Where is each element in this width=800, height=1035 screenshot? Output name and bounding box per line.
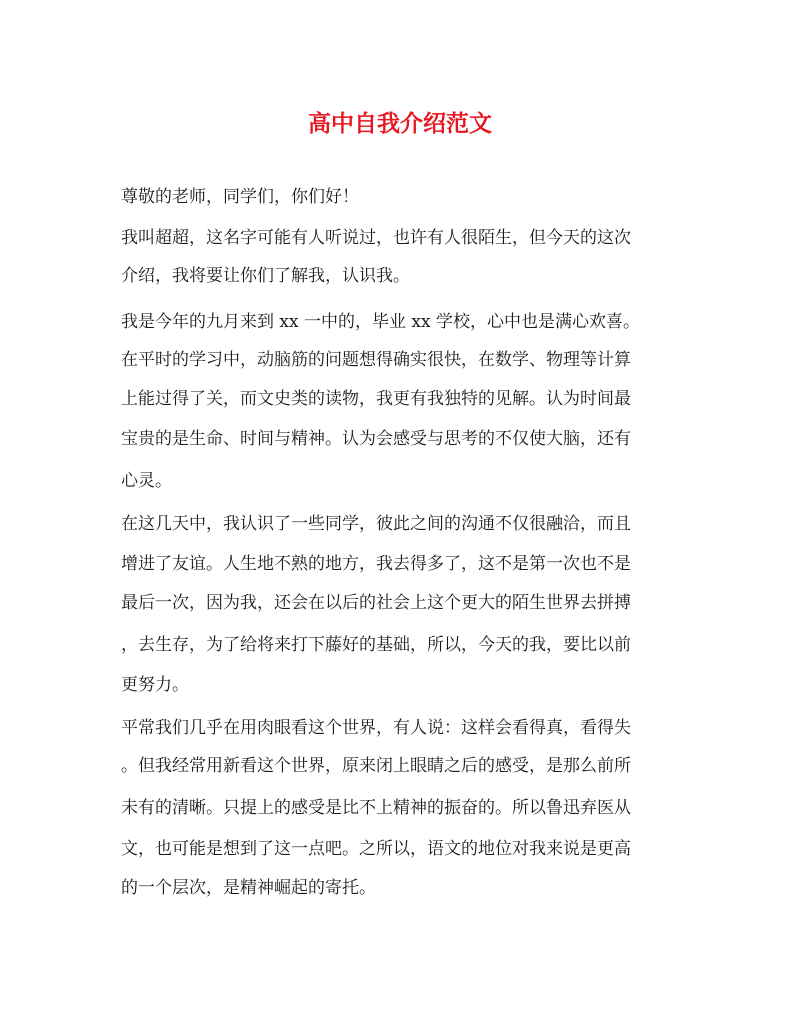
document-title: 高中自我介绍范文 <box>308 110 492 137</box>
text-line: 的一个层次，是精神崛起的寄托。 <box>121 878 376 898</box>
text-line: 我叫超超，这名字可能有人听说过，也许有人很陌生，但今天的这次 <box>121 228 631 248</box>
text-line: 更努力。 <box>121 675 189 695</box>
text-line-greeting: 尊敬的老师，同学们，你们好！ <box>121 187 359 207</box>
text-line: 增进了友谊。人生地不熟的地方，我去得多了，这不是第一次也不是 <box>121 554 631 574</box>
text-line: 我是今年的九月来到 xx 一中的，毕业 xx 学校，心中也是满心欢喜。 <box>121 312 640 332</box>
text-line: 心灵。 <box>121 471 172 491</box>
text-line: 上能过得了关，而文史类的读物，我更有我独特的见解。认为时间最 <box>121 389 631 409</box>
text-line: 介绍，我将要让你们了解我，认识我。 <box>121 266 410 286</box>
text-line: ，去生存，为了给将来打下藤好的基础，所以，今天的我，要比以前 <box>121 635 631 655</box>
text-line: 平常我们几乎在用肉眼看这个世界，有人说：这样会看得真，看得失 <box>121 718 631 738</box>
text-line: 在这几天中，我认识了一些同学，彼此之间的沟通不仅很融洽，而且 <box>121 514 631 534</box>
text-line: 宝贵的是生命、时间与精神。认为会感受与思考的不仅使大脑，还有 <box>121 429 631 449</box>
text-line: 最后一次，因为我，还会在以后的社会上这个更大的陌生世界去拼搏 <box>121 593 631 613</box>
text-line: 文，也可能是想到了这一点吧。之所以，语文的地位对我来说是更高 <box>121 839 631 859</box>
text-line: 在平时的学习中，动脑筋的问题想得确实很快，在数学、物理等计算 <box>121 350 631 370</box>
text-line: 。但我经常用新看这个世界，原来闭上眼睛之后的感受，是那么前所 <box>121 756 631 776</box>
text-line: 未有的清晰。只提上的感受是比不上精神的振奋的。所以鲁迅弃医从 <box>121 798 631 818</box>
